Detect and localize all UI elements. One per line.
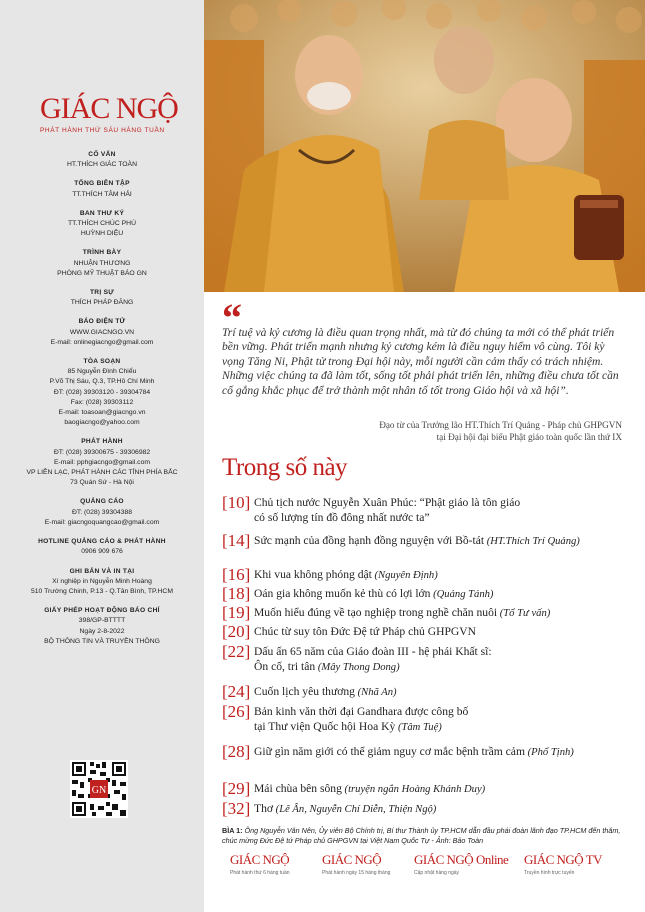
toc-item-title: Oán gia không muốn kẻ thù có lợi lớn (Quảng Tánh) [254, 587, 494, 600]
toc-item-title: Chủ tịch nước Nguyễn Xuân Phúc: “Phật giáo là tôn giáo có số lượng tín đồ đông nhất nước ta” [254, 496, 521, 524]
masthead-line: 85 Nguyễn Đình Chiểu [67, 368, 137, 376]
masthead-role: GIẤY PHÉP HOẠT ĐỘNG BÁO CHÍ [44, 607, 160, 615]
masthead-line: HT.THÍCH GIÁC TOÀN [67, 161, 137, 169]
masthead-line: ĐT: (028) 39300675 - 39306982 [53, 448, 151, 456]
masthead-role: TRỊ SỰ [89, 289, 115, 297]
masthead-role: TRÌNH BÀY [82, 249, 122, 257]
masthead-line: ĐT: (028) 39304388 [71, 508, 133, 516]
toc-item-author: (Mây Thong Dong) [315, 662, 400, 673]
toc-item-author: (Tổ Tư vấn) [497, 608, 551, 619]
masthead-line: E-mail: giacngoquangcao@gmail.com [44, 518, 160, 526]
masthead-sidebar [0, 0, 204, 912]
masthead-line: P.Võ Thị Sáu, Q.3, TP.Hồ Chí Minh [49, 378, 155, 386]
toc-item-title: Mái chùa bên sông (truyện ngắn Hoàng Khánh Duy) [254, 782, 486, 795]
masthead-line: 73 Quán Sứ - Hà Nội [70, 479, 134, 487]
toc-page-number: [22] [222, 642, 251, 661]
toc-page-number: [18] [222, 584, 251, 603]
toc-item-author: (Tâm Tuệ) [395, 722, 442, 733]
masthead-line: 510 Trường Chinh, P.13 - Q.Tân Bình, TP.HCM [31, 587, 173, 595]
toc-item-title: Cuốn lịch yêu thương (Nhã An) [254, 685, 397, 698]
quote-mark-icon: “ [222, 295, 242, 340]
toc-item-author: (Nhã An) [354, 687, 397, 698]
masthead-line: E-mail: toasoan@giacngo.vn [58, 409, 146, 417]
toc-item-title: Chúc từ suy tôn Đức Đệ tứ Pháp chủ GHPGVN [254, 625, 477, 638]
toc-item-author: (Phổ Tịnh) [524, 747, 574, 758]
masthead-line: BỘ THÔNG TIN VÀ TRUYỀN THÔNG [44, 637, 160, 645]
toc-item-title: Bản kinh văn thời đại Gandhara được công bố tại Thư viện Quốc hội Hoa Kỳ (Tâm Tuệ) [254, 705, 469, 733]
toc-page-number: [14] [222, 531, 251, 550]
masthead-line: THÍCH PHÁP ĐĂNG [70, 299, 134, 307]
masthead-line: WWW.GIACNGO.VN [69, 328, 135, 336]
masthead-role: BAN THƯ KÝ [79, 209, 125, 217]
toc-title: Trong số này [222, 454, 348, 481]
toc-page-number: [32] [222, 799, 251, 818]
masthead-line: ĐT: (028) 39303120 - 39304784 [53, 388, 151, 396]
toc-item-author: (HT.Thích Trí Quảng) [484, 536, 580, 547]
masthead-line: Fax: (028) 39303112 [70, 398, 134, 406]
toc-item-author: (Lê Ân, Nguyễn Chí Diễn, Thiện Ngộ) [273, 804, 437, 815]
toc-page-number: [24] [222, 682, 251, 701]
footer-brand-subtitle: Phát hành thứ 6 hàng tuần [230, 870, 290, 876]
toc-page-number: [29] [222, 779, 251, 798]
masthead-role: TỔNG BIÊN TẬP [74, 180, 130, 188]
caption-label: BÌA 1: [222, 826, 243, 835]
brand-tagline: PHÁT HÀNH THỨ SÁU HÀNG TUẦN [40, 127, 165, 134]
caption-text: Ông Nguyễn Văn Nên, Ủy viên Bộ Chính trị, Bí thư Thành ủy TP.HCM dẫn đầu phái đoàn lãnh đạo TP.HCM đến thăm, chúc mừng Đức Đệ tứ Pháp chủ GHPGVN tại Việt Nam Quốc Tự - Ảnh: Bảo Toàn [222, 826, 621, 845]
cover-photo [204, 0, 645, 292]
masthead-line: E-mail: pphgiacngo@gmail.com [53, 458, 151, 466]
toc-page-number: [26] [222, 702, 251, 721]
masthead-line: E-mail: onlinegiacngo@gmail.com [50, 338, 154, 346]
cover-caption [222, 826, 634, 846]
quote-attribution [222, 419, 622, 443]
quote-attribution-line: Đạo từ của Trưởng lão HT.Thích Trí Quảng - Pháp chủ GHPGVN [379, 420, 622, 430]
masthead-line: Xí nghiệp in Nguyễn Minh Hoàng [52, 577, 152, 585]
toc-item-title: Khi vua không phóng dật (Nguyên Định) [254, 568, 438, 581]
toc-item-title: Thơ (Lê Ân, Nguyễn Chí Diễn, Thiện Ngộ) [254, 802, 437, 815]
toc-item-title: Dấu ấn 65 năm của Giáo đoàn III - hệ phái Khất sĩ: Ôn cố, tri tân (Mây Thong Dong) [254, 645, 492, 673]
toc-page-number: [16] [222, 565, 251, 584]
masthead-role: QUẢNG CÁO [80, 498, 124, 506]
footer-brand-logo[interactable]: GIÁC NGỘ [230, 852, 290, 867]
masthead-line: baogiacngo@yahoo.com [64, 419, 140, 427]
footer-brand-subtitle: Phát hành ngày 15 hàng tháng [322, 870, 391, 876]
footer-brand-subtitle: Cập nhật hàng ngày [414, 870, 460, 876]
toc-item-author: (truyện ngắn Hoàng Khánh Duy) [341, 784, 486, 795]
toc-page-number: [20] [222, 622, 251, 641]
masthead-line: HUỲNH DIỆU [80, 230, 124, 238]
footer-brand-subtitle: Truyền hình trực tuyến [524, 870, 575, 876]
footer-brand-logo[interactable]: GIÁC NGỘ TV [524, 852, 603, 867]
toc-page-number: [19] [222, 603, 251, 622]
toc-item-title: Sức mạnh của đồng hạnh đồng nguyện với Bồ-tát (HT.Thích Trí Quảng) [254, 534, 580, 547]
footer-brand-logo[interactable]: GIÁC NGỘ [322, 852, 382, 867]
masthead-line: NHUẬN THƯƠNG [73, 259, 131, 267]
masthead-line: 0906 909 676 [81, 548, 123, 556]
masthead-role: CỐ VẤN [88, 151, 116, 158]
toc-page-number: [10] [222, 493, 251, 512]
toc-item-author: (Nguyên Định) [371, 570, 438, 581]
masthead-role: GHI BẢN VÀ IN TẠI [69, 567, 135, 575]
toc-page-number: [28] [222, 742, 251, 761]
quote-attribution-line: tại Đại hội đại biểu Phật giáo toàn quốc lần thứ IX [436, 432, 622, 442]
qr-code-icon[interactable] [70, 760, 128, 818]
masthead-role: BÁO ĐIỆN TỬ [78, 318, 126, 326]
brand-logo: GIÁC NGỘ [40, 92, 178, 125]
footer-brands [204, 846, 645, 886]
masthead-line: 398/GP-BTTTT [78, 617, 126, 625]
quote-text: Trí tuệ và kỷ cương là điều quan trọng nhất, mà từ đó chúng ta mới có thể phát triển bền vững. Phát triển mạnh nhưng kỷ cương kém là điều nguy hiểm vô cùng. Tôi kỳ vọng Tăng Ni, Phật tử trong Đại hội này, mỗi người cần cảm thấy có trách nhiệm. Những việc chúng ta đã làm tốt, sống tốt phải phát triển lên, những điều chưa tốt cần cố gắng khắc phục để trở thành một nhân tố tốt trong Giáo hội và xã hội”. [222, 326, 619, 397]
masthead-credits [0, 150, 204, 647]
svg-text:GN: GN [91, 785, 107, 797]
masthead-line: PHÒNG MỸ THUẬT BÁO GN [57, 269, 147, 277]
masthead-line: TT.THÍCH CHÚC PHÚ [68, 220, 136, 228]
masthead-role: TÒA SOẠN [83, 358, 121, 366]
masthead-role: HOTLINE QUẢNG CÁO & PHÁT HÀNH [38, 538, 166, 546]
masthead-line: Ngày 2-8-2022 [79, 627, 125, 635]
toc-item-title: Giữ gìn năm giới có thể giảm nguy cơ mắc bệnh trầm cảm (Phổ Tịnh) [254, 745, 574, 758]
masthead-line: VP LIÊN LẠC, PHÁT HÀNH CÁC TỈNH PHÍA BẮC [26, 469, 178, 477]
footer-brand-logo[interactable]: GIÁC NGỘ Online [414, 852, 509, 867]
toc-item-title: Muốn hiểu đúng về tạo nghiệp trong nghề chăn nuôi (Tổ Tư vấn) [254, 606, 551, 619]
masthead-line: TT.THÍCH TÂM HẢI [72, 190, 132, 198]
masthead-role: PHÁT HÀNH [81, 438, 123, 446]
toc-item-author: (Quảng Tánh) [430, 589, 494, 600]
